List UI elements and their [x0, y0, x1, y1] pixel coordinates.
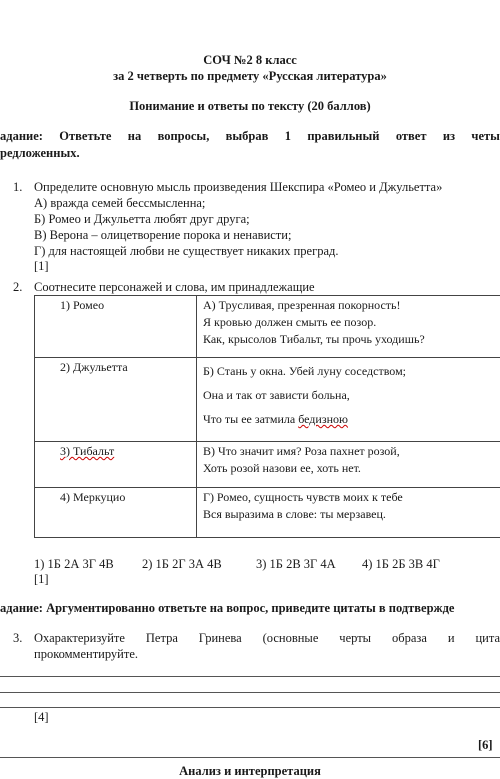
- quote-line: Как, крысолов Тибальт, ты прочь уходишь?: [203, 331, 497, 348]
- q2-answer-1: 1) 1Б 2А 3Г 4В: [34, 557, 114, 572]
- quote-line: Б) Стань у окна. Убей луну соседством;: [203, 359, 497, 383]
- word: Гринева: [199, 631, 242, 646]
- q3-line1: [34, 631, 500, 646]
- character-name: 1) Ромео: [35, 296, 197, 358]
- word: вопросы,: [158, 129, 210, 144]
- quote-cell: [197, 358, 500, 442]
- word: ответ: [396, 129, 427, 144]
- q1-option-c: В) Верона – олицетворение порока и ненависти;: [34, 228, 291, 243]
- quote-line: [203, 407, 497, 431]
- doc-subtitle: за 2 четверть по предмету «Русская литература»: [0, 69, 500, 84]
- q2-answer-2: 2) 1Б 2Г 3А 4В: [142, 557, 222, 572]
- quote-line: Она и так от зависти больна,: [203, 383, 497, 407]
- quote-line: Вся выразима в слове: ты мерзавец.: [203, 506, 497, 523]
- character-name: [35, 442, 197, 488]
- q1-option-b: Б) Ромео и Джульетта любят друг друга;: [34, 212, 250, 227]
- q2-answer-3: 3) 1Б 2В 3Г 4А: [256, 557, 336, 572]
- footer-heading: Анализ и интерпретация: [0, 764, 500, 779]
- task1-line2: редложенных.: [0, 146, 80, 161]
- quote-line: В) Что значит имя? Роза пахнет розой,: [203, 443, 497, 460]
- q2-text: Соотнесите персонажей и слова, им принадлежащие: [34, 280, 315, 295]
- quote-cell: [197, 296, 500, 358]
- quote-text: Что ты ее затмила: [203, 412, 298, 426]
- quote-cell: [197, 442, 500, 488]
- word: адание:: [0, 129, 43, 144]
- word: (основные: [263, 631, 319, 646]
- total-score: [6]: [478, 738, 493, 753]
- task2-instruction: адание: Аргументированно ответьте на вопрос, приведите цитаты в подтвержде: [0, 601, 454, 616]
- table-row: [35, 488, 500, 538]
- word: цита: [475, 631, 500, 646]
- word: и: [448, 631, 455, 646]
- q3-score: [4]: [34, 710, 49, 725]
- q1-option-d: Г) для настоящей любви не существует никаких преград.: [34, 244, 339, 259]
- answer-line: [0, 692, 500, 693]
- q2-number: 2.: [13, 280, 22, 295]
- table-row: [35, 296, 500, 358]
- quote-line: Хоть розой назови ее, хоть нет.: [203, 460, 497, 477]
- word: выбрав: [226, 129, 269, 144]
- character-name: 2) Джульетта: [35, 358, 197, 442]
- word: Петра: [146, 631, 178, 646]
- footer-divider: [0, 757, 500, 758]
- table-row: [35, 358, 500, 442]
- q2-score: [1]: [34, 572, 49, 587]
- answer-line: [0, 676, 500, 677]
- task1-line1: [0, 129, 500, 144]
- quote-cell: [197, 488, 500, 538]
- doc-title: СОЧ №2 8 класс: [0, 53, 500, 68]
- q3-line2: прокомментируйте.: [34, 647, 138, 662]
- quote-line: А) Трусливая, презренная покорность!: [203, 297, 497, 314]
- character-name: 4) Меркуцио: [35, 488, 197, 538]
- section-heading: Понимание и ответы по тексту (20 баллов): [0, 99, 500, 114]
- quote-line: Я кровью должен смыть ее позор.: [203, 314, 497, 331]
- q1-score: [1]: [34, 259, 49, 274]
- table-row: [35, 442, 500, 488]
- word: на: [128, 129, 141, 144]
- matching-table: [34, 295, 500, 538]
- word: 1: [285, 129, 291, 144]
- q1-number: 1.: [13, 180, 22, 195]
- word: образа: [392, 631, 427, 646]
- answer-line: [0, 707, 500, 708]
- q3-text: [34, 631, 500, 646]
- word: черты: [339, 631, 371, 646]
- word: четы: [471, 129, 500, 144]
- q1-option-a: А) вражда семей бессмысленна;: [34, 196, 205, 211]
- task1-instruction: [0, 129, 500, 144]
- misspelled-word: бедизною: [298, 412, 348, 426]
- word: Охарактеризуйте: [34, 631, 125, 646]
- word: из: [443, 129, 455, 144]
- q1-text: Определите основную мысль произведения Шекспира «Ромео и Джульетта»: [34, 180, 442, 195]
- quote-line: Г) Ромео, сущность чувств моих к тебе: [203, 489, 497, 506]
- character-name-text: 3) Тибальт: [60, 444, 114, 458]
- q2-answer-4: 4) 1Б 2Б 3В 4Г: [362, 557, 440, 572]
- word: правильный: [307, 129, 379, 144]
- q3-number: 3.: [13, 631, 22, 646]
- word: Ответьте: [59, 129, 111, 144]
